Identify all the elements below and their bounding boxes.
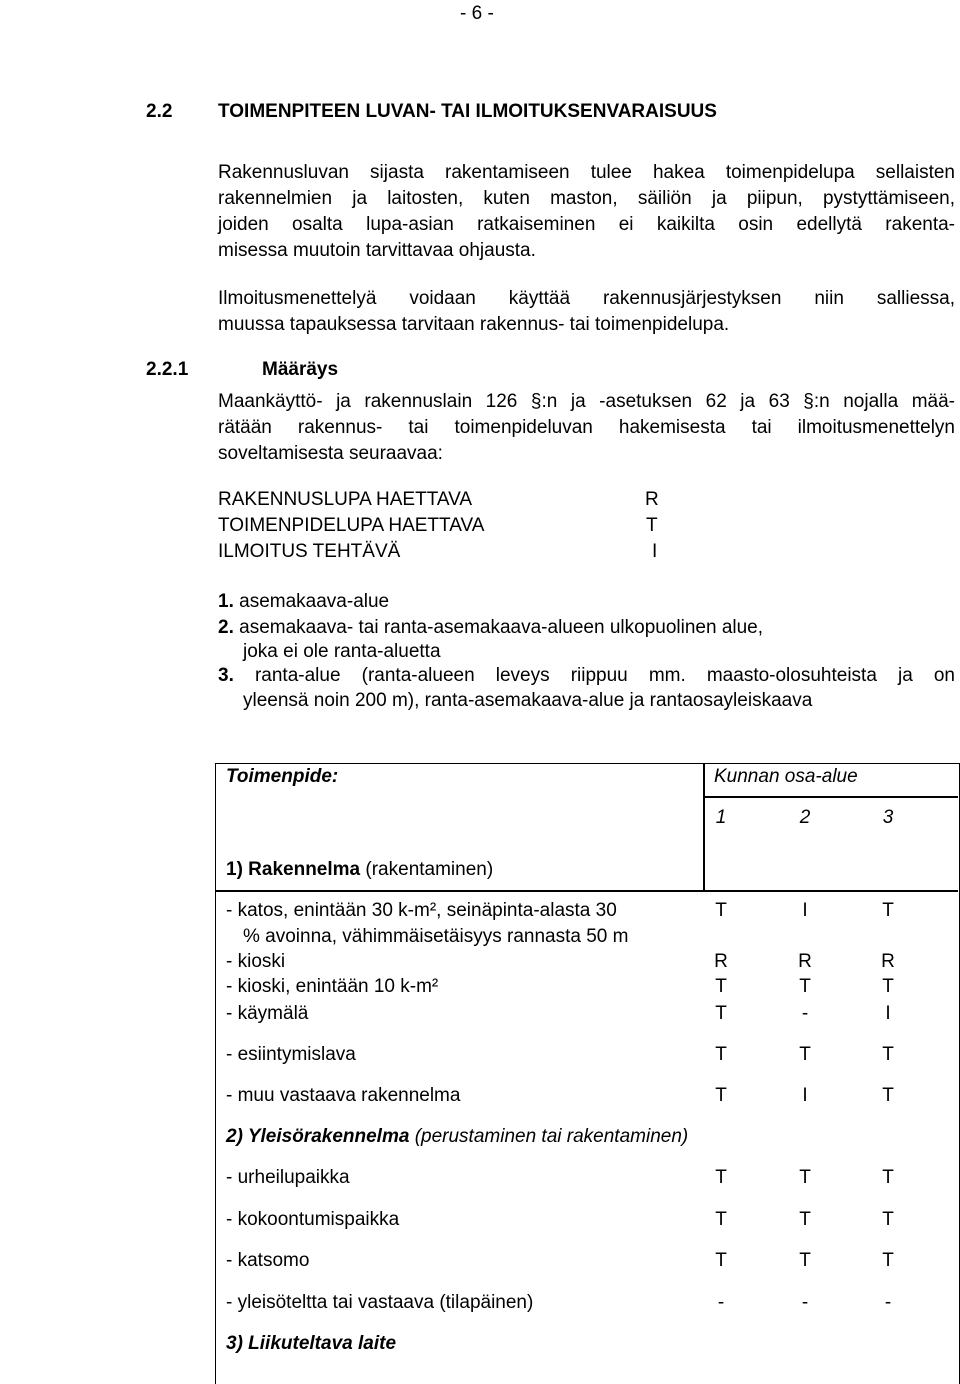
regulation-paragraph: [218, 389, 955, 467]
section-title: TOIMENPITEEN LUVAN- TAI ILMOITUKSENVARAISUUS: [218, 101, 717, 122]
row-value: T: [882, 1044, 894, 1065]
legend-label-building-permit: RAKENNUSLUPA HAETTAVA: [218, 489, 473, 510]
legend-code-i: I: [652, 541, 658, 562]
notice-paragraph: [218, 286, 955, 338]
row-label: - yleisöteltta tai vastaava (tilapäinen): [226, 1292, 534, 1313]
group-3-heading: 3) Liikuteltava laite: [226, 1333, 397, 1354]
area-item-2: 2. asemakaava- tai ranta-asemakaava-alueen ulkopuolinen alue,: [218, 617, 764, 638]
row-label-cont: % avoinna, vähimmäisetäisyys rannasta 50 m: [243, 926, 629, 947]
intro-line: Rakennusluvan sijasta rakentamiseen tulee hakea toimenpidelupa sellaisten: [218, 162, 955, 183]
row-value: -: [801, 1003, 809, 1024]
page-number: - 6 -: [460, 3, 494, 24]
row-value: T: [715, 1085, 727, 1106]
subsection-title: Määräys: [262, 359, 339, 380]
legend-label-action-permit: TOIMENPIDELUPA HAETTAVA: [218, 515, 485, 536]
row-label: - esiintymislava: [226, 1044, 356, 1065]
row-value: T: [882, 1167, 894, 1188]
row-value: T: [799, 976, 811, 997]
notice-line: muussa tapauksessa tarvitaan rakennus- tai toimenpidelupa.: [218, 314, 730, 335]
regulation-line: Maankäyttö- ja rakennuslain 126 §:n ja -asetuksen 62 ja 63 §:n nojalla mää-: [218, 391, 955, 412]
section-number: 2.2: [146, 101, 173, 122]
row-value: I: [802, 900, 808, 921]
row-value: I: [885, 1003, 891, 1024]
row-value: T: [799, 1209, 811, 1230]
group-1-heading: 1) Rakennelma (rakentaminen): [226, 859, 494, 880]
row-value: T: [715, 1003, 727, 1024]
row-label: - kioski: [226, 951, 286, 972]
table-header-action: Toimenpide:: [226, 766, 339, 787]
table-col-2: 2: [799, 807, 811, 828]
row-value: T: [882, 1250, 894, 1271]
table-header-bottom: [215, 890, 958, 892]
row-value: I: [802, 1085, 808, 1106]
row-value: T: [715, 1044, 727, 1065]
permit-table: [215, 763, 960, 1384]
area-item-1: 1. asemakaava-alue: [218, 591, 390, 612]
row-value: T: [715, 976, 727, 997]
row-label: - urheilupaikka: [226, 1167, 350, 1188]
table-col-1: 1: [715, 807, 727, 828]
table-header-divider: [703, 796, 958, 798]
intro-line: rakennelmien ja laitosten, kuten maston, säiliön ja piipun, pystyttämiseen,: [218, 188, 955, 209]
legend-label-notice: ILMOITUS TEHTÄVÄ: [218, 541, 401, 562]
row-label: - katsomo: [226, 1250, 310, 1271]
row-value: R: [714, 951, 728, 972]
row-value: R: [798, 951, 812, 972]
group-2-heading: 2) Yleisörakennelma (perustaminen tai rakentaminen): [226, 1126, 689, 1147]
row-value: T: [882, 1209, 894, 1230]
row-value: T: [715, 1167, 727, 1188]
row-label: - kokoontumispaikka: [226, 1209, 400, 1230]
row-label: - katos, enintään 30 k-m², seinäpinta-alasta 30: [226, 900, 617, 921]
row-value: T: [799, 1167, 811, 1188]
row-label: - muu vastaava rakennelma: [226, 1085, 461, 1106]
regulation-line: rätään rakennus- tai toimenpideluvan hakemisesta tai ilmoitusmenettelyn: [218, 417, 955, 438]
row-value: -: [801, 1292, 809, 1313]
intro-paragraph: [218, 160, 955, 264]
row-value: T: [882, 976, 894, 997]
intro-line: misessa muutoin tarvittavaa ohjausta.: [218, 240, 536, 261]
legend-code-r: R: [645, 489, 659, 510]
intro-line: joiden osalta lupa-asian ratkaiseminen ei kaikilta osin edellytä rakenta-: [218, 214, 955, 235]
area-item-3: 3. ranta-alue (ranta-alueen leveys riippuu mm. maasto-olosuhteista ja on: [218, 665, 956, 686]
row-value: R: [881, 951, 895, 972]
regulation-line: soveltamisesta seuraavaa:: [218, 443, 443, 464]
row-value: T: [715, 1250, 727, 1271]
row-value: T: [715, 900, 727, 921]
row-label: - käymälä: [226, 1003, 309, 1024]
row-value: T: [715, 1209, 727, 1230]
row-value: T: [799, 1250, 811, 1271]
table-column-divider: [703, 763, 705, 890]
table-header-area: Kunnan osa-alue: [714, 766, 858, 787]
notice-line: Ilmoitusmenettelyä voidaan käyttää rakennusjärjestyksen niin salliessa,: [218, 288, 955, 309]
row-value: T: [799, 1044, 811, 1065]
row-value: T: [882, 1085, 894, 1106]
subsection-number: 2.2.1: [146, 359, 189, 380]
row-value: -: [717, 1292, 725, 1313]
legend-code-t: T: [646, 515, 658, 536]
area-item-2-cont: joka ei ole ranta-aluetta: [243, 641, 441, 662]
row-value: -: [884, 1292, 892, 1313]
area-item-3-cont: yleensä noin 200 m), ranta-asemakaava-alue ja rantaosayleiskaava: [243, 690, 813, 711]
row-label: - kioski, enintään 10 k-m²: [226, 976, 439, 997]
table-col-3: 3: [882, 807, 894, 828]
row-value: T: [882, 900, 894, 921]
